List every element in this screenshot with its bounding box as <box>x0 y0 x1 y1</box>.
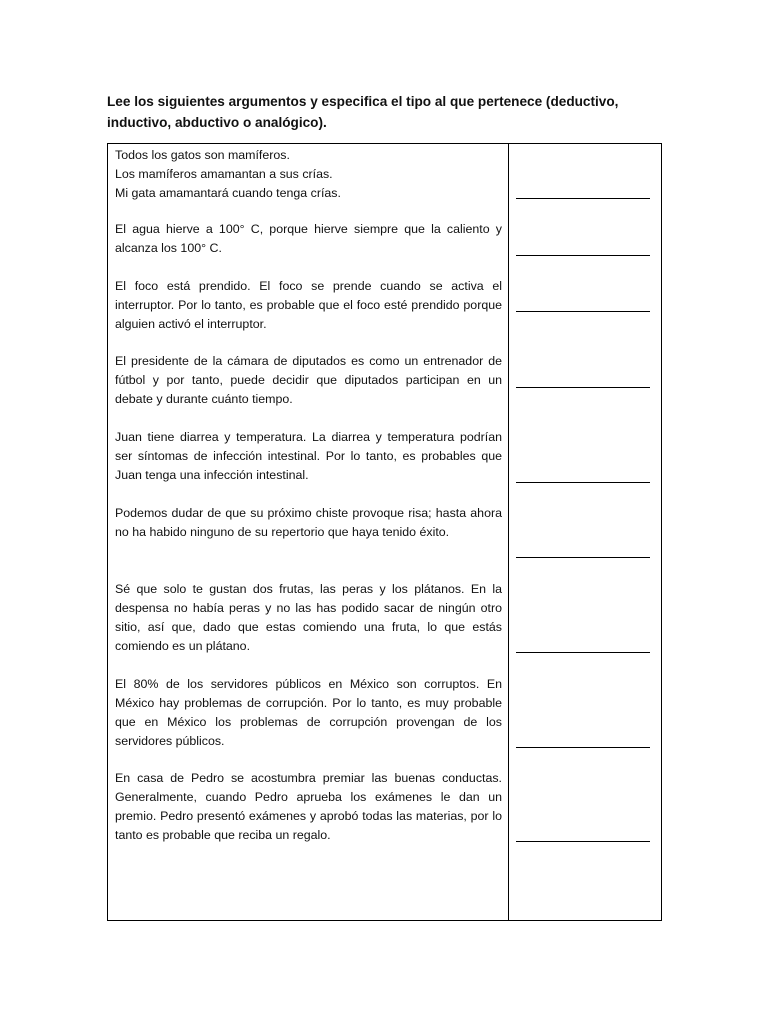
argument-8-text: El 80% de los servidores públicos en México son corruptos. En México hay problemas de corrupción. Por lo tanto, es muy probable que en México los problemas de corrupción provengan de los servidores públicos. <box>115 677 502 748</box>
answer-line-1[interactable] <box>516 198 650 199</box>
answer-line-8[interactable] <box>516 747 650 748</box>
argument-1-text <box>115 146 502 203</box>
column-divider <box>508 144 509 920</box>
argument-1-line-1: Todos los gatos son mamíferos. <box>115 148 290 162</box>
argument-3-text: El foco está prendido. El foco se prende cuando se activa el interruptor. Por lo tanto, es probable que el foco esté prendido porque alguien activó el interruptor. <box>115 279 502 331</box>
answer-line-5[interactable] <box>516 482 650 483</box>
answer-line-9[interactable] <box>516 841 650 842</box>
answer-line-3[interactable] <box>516 311 650 312</box>
argument-4-text: El presidente de la cámara de diputados es como un entrenador de fútbol y por tanto, puede decidir que diputados participan en un debate y durante cuánto tiempo. <box>115 354 502 406</box>
argument-6-text: Podemos dudar de que su próximo chiste provoque risa; hasta ahora no ha habido ninguno de su repertorio que haya tenido éxito. <box>115 506 502 539</box>
answer-line-4[interactable] <box>516 387 650 388</box>
argument-2-text: El agua hierve a 100° C, porque hierve siempre que la caliento y alcanza los 100° C. <box>115 222 502 255</box>
argument-1-line-3: Mi gata amamantará cuando tenga crías. <box>115 186 341 200</box>
argument-7-text: Sé que solo te gustan dos frutas, las peras y los plátanos. En la despensa no había peras y no las has podido sacar de ningún otro sitio, así que, dado que estas comiendo una fruta, lo que estás comiendo es un plátano. <box>115 582 502 653</box>
argument-5-text: Juan tiene diarrea y temperatura. La diarrea y temperatura podrían ser síntomas de infección intestinal. Por lo tanto, es probables que Juan tenga una infección intestinal. <box>115 430 502 482</box>
argument-1-line-2: Los mamíferos amamantan a sus crías. <box>115 167 333 181</box>
argument-9-text: En casa de Pedro se acostumbra premiar las buenas conductas. Generalmente, cuando Pedro aprueba los exámenes le dan un premio. Pedro presentó exámenes y aprobó todas las materias, por lo tanto es probable que reciba un regalo. <box>115 771 502 842</box>
instructions-heading: Lee los siguientes argumentos y especifica el tipo al que pertenece (deductivo, inductivo, abductivo o analógico). <box>107 94 619 130</box>
answer-line-7[interactable] <box>516 652 650 653</box>
arguments-table <box>107 143 662 921</box>
answer-line-2[interactable] <box>516 255 650 256</box>
answer-line-6[interactable] <box>516 557 650 558</box>
